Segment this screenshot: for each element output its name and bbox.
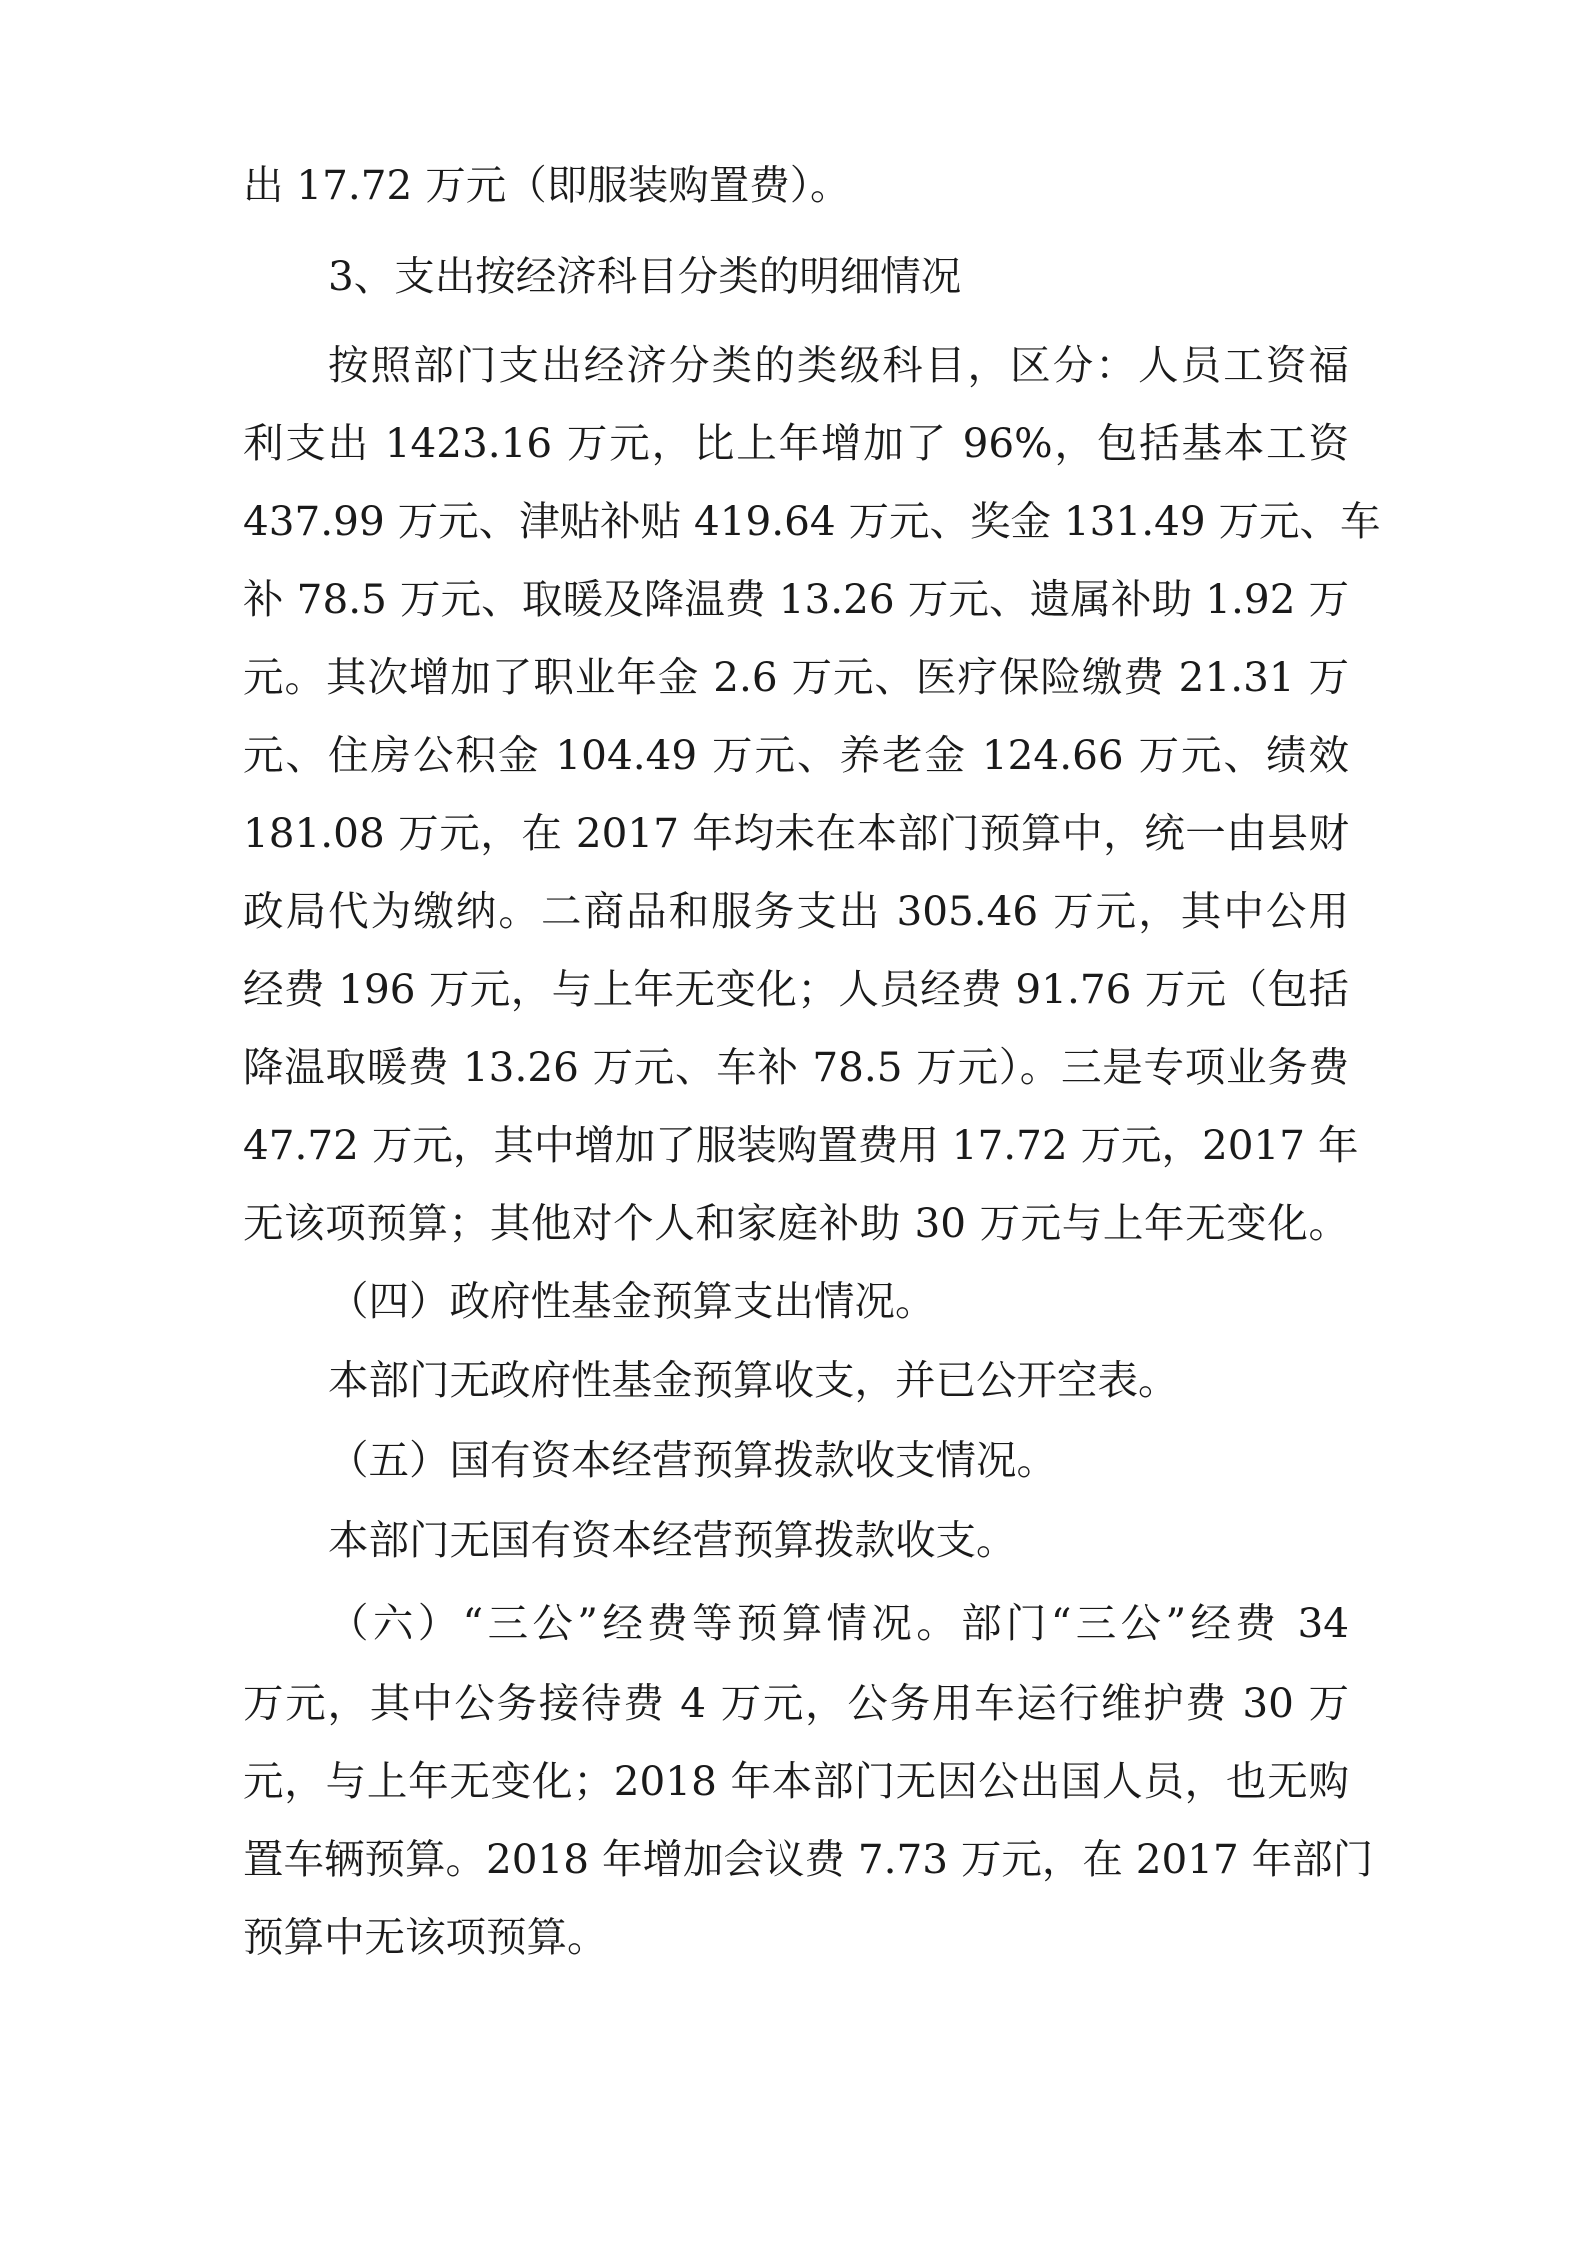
text-line-01: 出 17.72 万元（即服装购置费）。 xyxy=(243,161,851,209)
text-line-08: 元、住房公积金 104.49 万元、养老金 124.66 万元、绩效 xyxy=(243,731,1349,779)
text-line-03: 按照部门支出经济分类的类级科目，区分：人员工资福 xyxy=(328,341,1349,389)
text-line-22: 置车辆预算。2018 年增加会议费 7.73 万元，在 2017 年部门 xyxy=(243,1835,1374,1883)
section-heading-5: （五）国有资本经营预算拨款收支情况。 xyxy=(328,1436,1057,1484)
text-line-05: 437.99 万元、津贴补贴 419.64 万元、奖金 131.49 万元、车 xyxy=(243,497,1381,545)
section-heading-6: （六）“三公”经费等预算情况。部门“三公”经费 34 xyxy=(328,1599,1349,1647)
text-line-07: 元。其次增加了职业年金 2.6 万元、医疗保险缴费 21.31 万 xyxy=(243,653,1349,701)
section-heading-4: （四）政府性基金预算支出情况。 xyxy=(328,1277,936,1325)
section-heading-3: 3、支出按经济科目分类的明细情况 xyxy=(328,252,962,300)
text-line-23: 预算中无该项预算。 xyxy=(243,1913,608,1961)
text-line-11: 经费 196 万元，与上年无变化；人员经费 91.76 万元（包括 xyxy=(243,965,1349,1013)
text-line-14: 无该项预算；其他对个人和家庭补助 30 万元与上年无变化。 xyxy=(243,1199,1349,1247)
text-line-09: 181.08 万元，在 2017 年均未在本部门预算中，统一由县财 xyxy=(243,809,1349,857)
text-line-13: 47.72 万元，其中增加了服装购置费用 17.72 万元，2017 年 xyxy=(243,1121,1359,1169)
text-line-12: 降温取暖费 13.26 万元、车补 78.5 万元）。三是专项业务费 xyxy=(243,1043,1349,1091)
text-line-04: 利支出 1423.16 万元，比上年增加了 96%，包括基本工资 xyxy=(243,419,1349,467)
text-line-06: 补 78.5 万元、取暖及降温费 13.26 万元、遗属补助 1.92 万 xyxy=(243,575,1349,623)
text-line-16: 本部门无政府性基金预算收支，并已公开空表。 xyxy=(328,1356,1179,1404)
text-line-20: 万元，其中公务接待费 4 万元，公务用车运行维护费 30 万 xyxy=(243,1679,1349,1727)
text-line-21: 元，与上年无变化；2018 年本部门无因公出国人员，也无购 xyxy=(243,1757,1349,1805)
text-line-18: 本部门无国有资本经营预算拨款收支。 xyxy=(328,1516,1017,1564)
text-line-10: 政局代为缴纳。二商品和服务支出 305.46 万元，其中公用 xyxy=(243,887,1349,935)
